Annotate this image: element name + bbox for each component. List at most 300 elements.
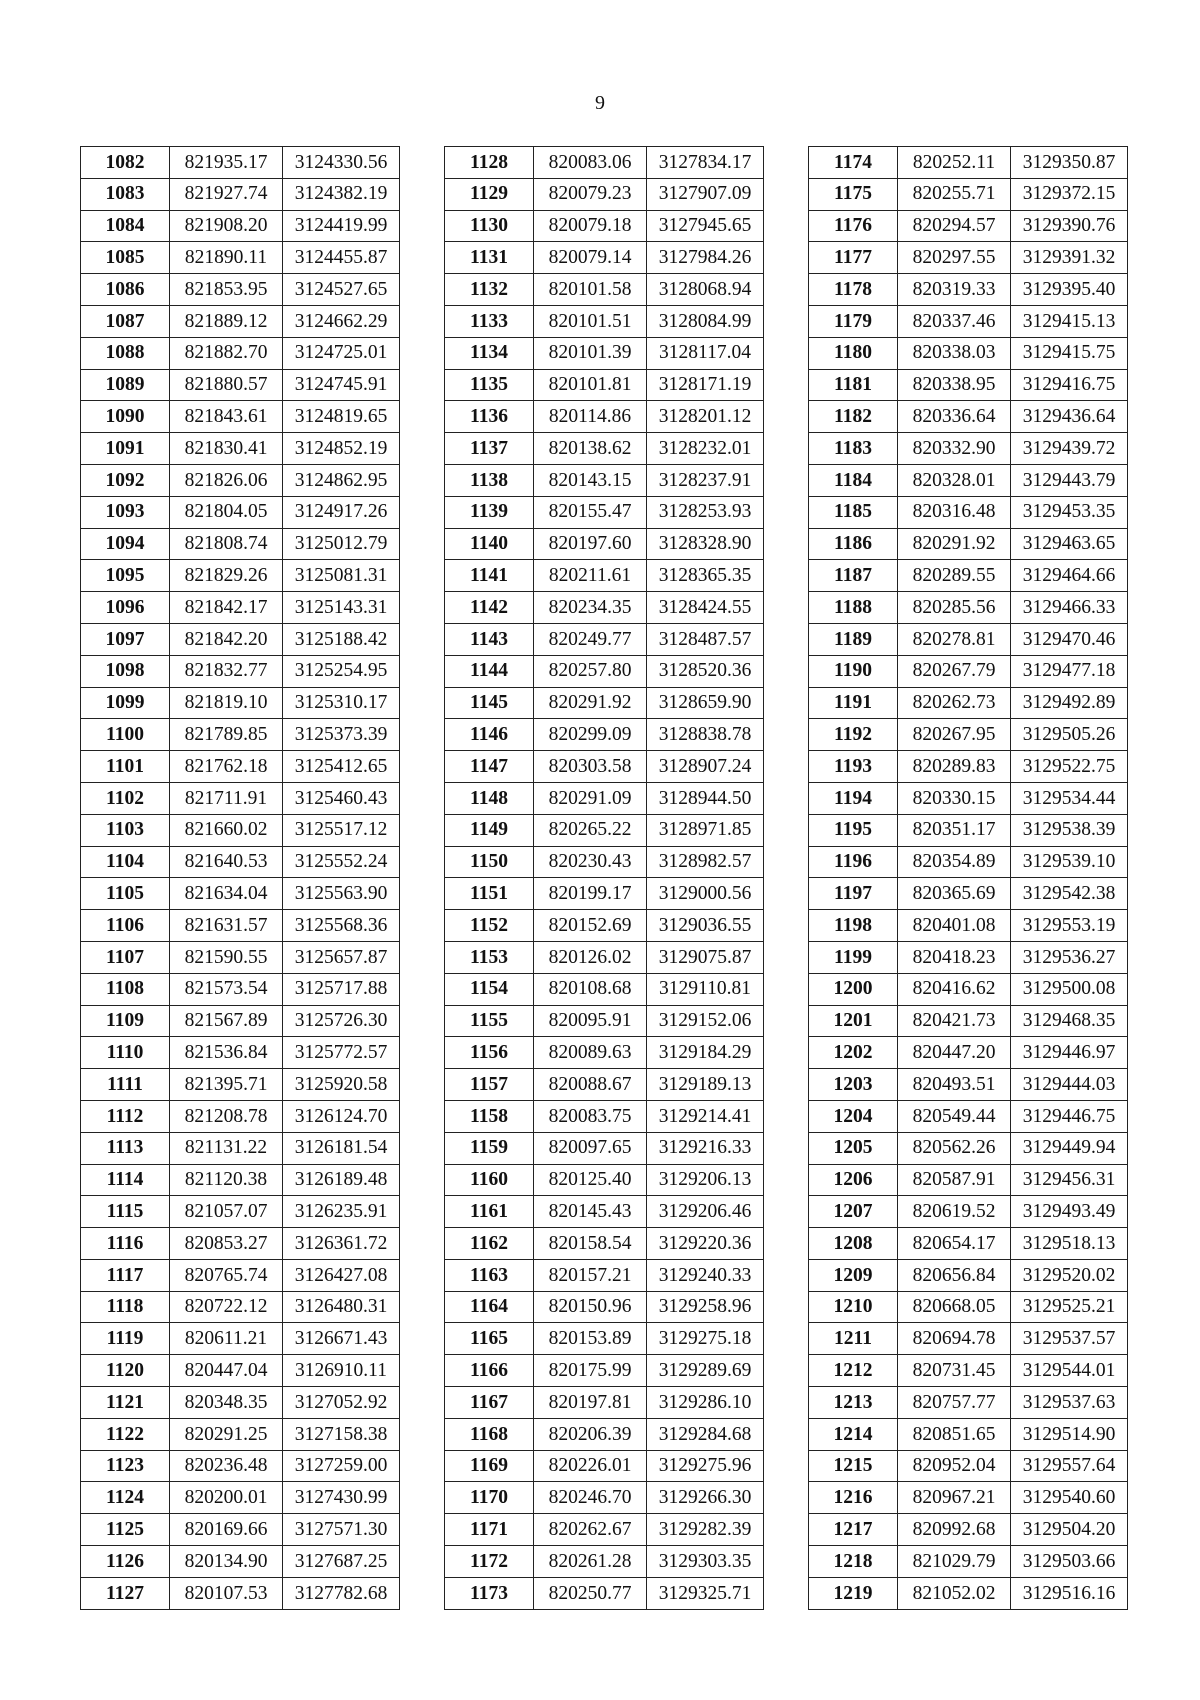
y-coordinate-cell: 3129395.40 — [1011, 274, 1128, 306]
point-number-cell: 1098 — [81, 655, 170, 687]
y-coordinate-cell: 3129449.94 — [1011, 1132, 1128, 1164]
x-coordinate-cell: 820493.51 — [898, 1069, 1011, 1101]
y-coordinate-cell: 3129477.18 — [1011, 655, 1128, 687]
point-number-cell: 1122 — [81, 1418, 170, 1450]
table-row — [809, 1132, 1128, 1164]
y-coordinate-cell: 3125568.36 — [283, 910, 400, 942]
point-number-cell: 1184 — [809, 464, 898, 496]
x-coordinate-cell: 820316.48 — [898, 496, 1011, 528]
y-coordinate-cell: 3129258.96 — [647, 1291, 764, 1323]
table-row — [81, 1482, 400, 1514]
y-coordinate-cell: 3124330.56 — [283, 147, 400, 179]
x-coordinate-cell: 820150.96 — [534, 1291, 647, 1323]
x-coordinate-cell: 820169.66 — [170, 1514, 283, 1546]
table-row — [445, 1100, 764, 1132]
y-coordinate-cell: 3125254.95 — [283, 655, 400, 687]
table-row — [81, 1577, 400, 1609]
point-number-cell: 1153 — [445, 941, 534, 973]
point-number-cell: 1172 — [445, 1546, 534, 1578]
coordinate-table-2 — [444, 146, 764, 1610]
x-coordinate-cell: 821890.11 — [170, 242, 283, 274]
x-coordinate-cell: 820967.21 — [898, 1482, 1011, 1514]
point-number-cell: 1203 — [809, 1069, 898, 1101]
point-number-cell: 1178 — [809, 274, 898, 306]
point-number-cell: 1211 — [809, 1323, 898, 1355]
table-row — [809, 496, 1128, 528]
table-row — [809, 147, 1128, 179]
table-row — [809, 1387, 1128, 1419]
x-coordinate-cell: 820562.26 — [898, 1132, 1011, 1164]
y-coordinate-cell: 3127834.17 — [647, 147, 764, 179]
table-row — [809, 305, 1128, 337]
table-row — [445, 274, 764, 306]
point-number-cell: 1121 — [81, 1387, 170, 1419]
table-row — [809, 655, 1128, 687]
x-coordinate-cell: 820401.08 — [898, 910, 1011, 942]
x-coordinate-cell: 820285.56 — [898, 592, 1011, 624]
table-row — [445, 210, 764, 242]
x-coordinate-cell: 820291.25 — [170, 1418, 283, 1450]
y-coordinate-cell: 3128117.04 — [647, 337, 764, 369]
y-coordinate-cell: 3125188.42 — [283, 623, 400, 655]
y-coordinate-cell: 3125517.12 — [283, 814, 400, 846]
y-coordinate-cell: 3126910.11 — [283, 1355, 400, 1387]
y-coordinate-cell: 3129436.64 — [1011, 401, 1128, 433]
x-coordinate-cell: 820134.90 — [170, 1546, 283, 1578]
y-coordinate-cell: 3129184.29 — [647, 1037, 764, 1069]
table-row — [81, 1164, 400, 1196]
y-coordinate-cell: 3129446.97 — [1011, 1037, 1128, 1069]
y-coordinate-cell: 3129000.56 — [647, 878, 764, 910]
y-coordinate-cell: 3129540.60 — [1011, 1482, 1128, 1514]
table-row — [809, 1546, 1128, 1578]
y-coordinate-cell: 3125726.30 — [283, 1005, 400, 1037]
point-number-cell: 1091 — [81, 433, 170, 465]
table-row — [809, 719, 1128, 751]
table-row — [81, 528, 400, 560]
table-row — [809, 369, 1128, 401]
x-coordinate-cell: 820668.05 — [898, 1291, 1011, 1323]
x-coordinate-cell: 821804.05 — [170, 496, 283, 528]
x-coordinate-cell: 821120.38 — [170, 1164, 283, 1196]
x-coordinate-cell: 821889.12 — [170, 305, 283, 337]
y-coordinate-cell: 3129289.69 — [647, 1355, 764, 1387]
x-coordinate-cell: 820249.77 — [534, 623, 647, 655]
y-coordinate-cell: 3129453.35 — [1011, 496, 1128, 528]
table-row — [809, 1514, 1128, 1546]
x-coordinate-cell: 820157.21 — [534, 1259, 647, 1291]
coordinate-table-1 — [80, 146, 400, 1610]
point-number-cell: 1135 — [445, 369, 534, 401]
x-coordinate-cell: 820267.95 — [898, 719, 1011, 751]
table-row — [81, 846, 400, 878]
x-coordinate-cell: 821829.26 — [170, 560, 283, 592]
y-coordinate-cell: 3129539.10 — [1011, 846, 1128, 878]
y-coordinate-cell: 3129492.89 — [1011, 687, 1128, 719]
y-coordinate-cell: 3126671.43 — [283, 1323, 400, 1355]
point-number-cell: 1204 — [809, 1100, 898, 1132]
y-coordinate-cell: 3124527.65 — [283, 274, 400, 306]
table-row — [809, 1450, 1128, 1482]
y-coordinate-cell: 3128838.78 — [647, 719, 764, 751]
point-number-cell: 1116 — [81, 1228, 170, 1260]
y-coordinate-cell: 3124862.95 — [283, 464, 400, 496]
point-number-cell: 1179 — [809, 305, 898, 337]
point-number-cell: 1108 — [81, 973, 170, 1005]
y-coordinate-cell: 3129350.87 — [1011, 147, 1128, 179]
x-coordinate-cell: 821567.89 — [170, 1005, 283, 1037]
point-number-cell: 1154 — [445, 973, 534, 1005]
x-coordinate-cell: 820262.73 — [898, 687, 1011, 719]
y-coordinate-cell: 3129542.38 — [1011, 878, 1128, 910]
x-coordinate-cell: 820319.33 — [898, 274, 1011, 306]
y-coordinate-cell: 3129439.72 — [1011, 433, 1128, 465]
point-number-cell: 1151 — [445, 878, 534, 910]
x-coordinate-cell: 820265.22 — [534, 814, 647, 846]
y-coordinate-cell: 3124725.01 — [283, 337, 400, 369]
table-row — [445, 464, 764, 496]
y-coordinate-cell: 3127984.26 — [647, 242, 764, 274]
point-number-cell: 1210 — [809, 1291, 898, 1323]
x-coordinate-cell: 820757.77 — [898, 1387, 1011, 1419]
x-coordinate-cell: 820234.35 — [534, 592, 647, 624]
y-coordinate-cell: 3129456.31 — [1011, 1164, 1128, 1196]
x-coordinate-cell: 820079.23 — [534, 178, 647, 210]
table-row — [81, 178, 400, 210]
y-coordinate-cell: 3126124.70 — [283, 1100, 400, 1132]
x-coordinate-cell: 820089.63 — [534, 1037, 647, 1069]
y-coordinate-cell: 3129505.26 — [1011, 719, 1128, 751]
point-number-cell: 1164 — [445, 1291, 534, 1323]
table-row — [809, 337, 1128, 369]
point-number-cell: 1109 — [81, 1005, 170, 1037]
point-number-cell: 1149 — [445, 814, 534, 846]
table-row — [81, 1259, 400, 1291]
y-coordinate-cell: 3127782.68 — [283, 1577, 400, 1609]
x-coordinate-cell: 820619.52 — [898, 1196, 1011, 1228]
x-coordinate-cell: 820992.68 — [898, 1514, 1011, 1546]
table-row — [445, 1164, 764, 1196]
table-row — [809, 1228, 1128, 1260]
point-number-cell: 1111 — [81, 1069, 170, 1101]
table-row — [809, 560, 1128, 592]
point-number-cell: 1188 — [809, 592, 898, 624]
y-coordinate-cell: 3129303.35 — [647, 1546, 764, 1578]
table-row — [445, 1259, 764, 1291]
y-coordinate-cell: 3129537.63 — [1011, 1387, 1128, 1419]
table-row — [81, 910, 400, 942]
point-number-cell: 1173 — [445, 1577, 534, 1609]
table-row — [445, 1514, 764, 1546]
x-coordinate-cell: 820654.17 — [898, 1228, 1011, 1260]
y-coordinate-cell: 3129443.79 — [1011, 464, 1128, 496]
table-row — [445, 1132, 764, 1164]
x-coordinate-cell: 821832.77 — [170, 655, 283, 687]
point-number-cell: 1145 — [445, 687, 534, 719]
point-number-cell: 1171 — [445, 1514, 534, 1546]
y-coordinate-cell: 3124852.19 — [283, 433, 400, 465]
x-coordinate-cell: 820211.61 — [534, 560, 647, 592]
y-coordinate-cell: 3128253.93 — [647, 496, 764, 528]
x-coordinate-cell: 820291.09 — [534, 782, 647, 814]
table-row — [809, 242, 1128, 274]
x-coordinate-cell: 820230.43 — [534, 846, 647, 878]
y-coordinate-cell: 3128201.12 — [647, 401, 764, 433]
point-number-cell: 1139 — [445, 496, 534, 528]
point-number-cell: 1166 — [445, 1355, 534, 1387]
x-coordinate-cell: 820158.54 — [534, 1228, 647, 1260]
y-coordinate-cell: 3127907.09 — [647, 178, 764, 210]
point-number-cell: 1101 — [81, 751, 170, 783]
y-coordinate-cell: 3125373.39 — [283, 719, 400, 751]
point-number-cell: 1167 — [445, 1387, 534, 1419]
coordinate-table-3 — [808, 146, 1128, 1610]
y-coordinate-cell: 3128520.36 — [647, 655, 764, 687]
x-coordinate-cell: 820447.20 — [898, 1037, 1011, 1069]
y-coordinate-cell: 3129216.33 — [647, 1132, 764, 1164]
table-row — [81, 623, 400, 655]
y-coordinate-cell: 3129553.19 — [1011, 910, 1128, 942]
table-row — [809, 973, 1128, 1005]
y-coordinate-cell: 3129372.15 — [1011, 178, 1128, 210]
y-coordinate-cell: 3128659.90 — [647, 687, 764, 719]
x-coordinate-cell: 820418.23 — [898, 941, 1011, 973]
point-number-cell: 1186 — [809, 528, 898, 560]
x-coordinate-cell: 820853.27 — [170, 1228, 283, 1260]
point-number-cell: 1169 — [445, 1450, 534, 1482]
y-coordinate-cell: 3129518.13 — [1011, 1228, 1128, 1260]
x-coordinate-cell: 821131.22 — [170, 1132, 283, 1164]
y-coordinate-cell: 3126235.91 — [283, 1196, 400, 1228]
table-row — [81, 464, 400, 496]
table-row — [81, 1228, 400, 1260]
point-number-cell: 1142 — [445, 592, 534, 624]
table-row — [445, 337, 764, 369]
table-row — [81, 719, 400, 751]
x-coordinate-cell: 821830.41 — [170, 433, 283, 465]
table-row — [81, 147, 400, 179]
y-coordinate-cell: 3129415.13 — [1011, 305, 1128, 337]
y-coordinate-cell: 3129520.02 — [1011, 1259, 1128, 1291]
table-row — [809, 1418, 1128, 1450]
table-row — [809, 1355, 1128, 1387]
x-coordinate-cell: 820153.89 — [534, 1323, 647, 1355]
point-number-cell: 1217 — [809, 1514, 898, 1546]
point-number-cell: 1202 — [809, 1037, 898, 1069]
table-row — [445, 941, 764, 973]
x-coordinate-cell: 820851.65 — [898, 1418, 1011, 1450]
point-number-cell: 1187 — [809, 560, 898, 592]
table-row — [809, 274, 1128, 306]
x-coordinate-cell: 820200.01 — [170, 1482, 283, 1514]
point-number-cell: 1182 — [809, 401, 898, 433]
y-coordinate-cell: 3124819.65 — [283, 401, 400, 433]
x-coordinate-cell: 821711.91 — [170, 782, 283, 814]
table-row — [809, 1037, 1128, 1069]
y-coordinate-cell: 3129534.44 — [1011, 782, 1128, 814]
x-coordinate-cell: 820095.91 — [534, 1005, 647, 1037]
x-coordinate-cell: 820337.46 — [898, 305, 1011, 337]
y-coordinate-cell: 3129075.87 — [647, 941, 764, 973]
point-number-cell: 1183 — [809, 433, 898, 465]
table-row — [81, 369, 400, 401]
table-row — [809, 846, 1128, 878]
y-coordinate-cell: 3129503.66 — [1011, 1546, 1128, 1578]
point-number-cell: 1160 — [445, 1164, 534, 1196]
point-number-cell: 1214 — [809, 1418, 898, 1450]
point-number-cell: 1175 — [809, 178, 898, 210]
point-number-cell: 1216 — [809, 1482, 898, 1514]
y-coordinate-cell: 3129470.46 — [1011, 623, 1128, 655]
x-coordinate-cell: 820549.44 — [898, 1100, 1011, 1132]
x-coordinate-cell: 821853.95 — [170, 274, 283, 306]
table-row — [81, 496, 400, 528]
y-coordinate-cell: 3129036.55 — [647, 910, 764, 942]
y-coordinate-cell: 3127158.38 — [283, 1418, 400, 1450]
x-coordinate-cell: 821808.74 — [170, 528, 283, 560]
y-coordinate-cell: 3128237.91 — [647, 464, 764, 496]
table-row — [81, 1037, 400, 1069]
point-number-cell: 1158 — [445, 1100, 534, 1132]
point-number-cell: 1132 — [445, 274, 534, 306]
y-coordinate-cell: 3129537.57 — [1011, 1323, 1128, 1355]
table-row — [809, 941, 1128, 973]
y-coordinate-cell: 3128068.94 — [647, 274, 764, 306]
table-row — [809, 1482, 1128, 1514]
point-number-cell: 1093 — [81, 496, 170, 528]
x-coordinate-cell: 820079.14 — [534, 242, 647, 274]
y-coordinate-cell: 3125310.17 — [283, 687, 400, 719]
y-coordinate-cell: 3129504.20 — [1011, 1514, 1128, 1546]
table-row — [445, 1323, 764, 1355]
table-row — [81, 210, 400, 242]
table-row — [81, 1514, 400, 1546]
table-row — [809, 751, 1128, 783]
point-number-cell: 1112 — [81, 1100, 170, 1132]
point-number-cell: 1209 — [809, 1259, 898, 1291]
point-number-cell: 1181 — [809, 369, 898, 401]
x-coordinate-cell: 820289.55 — [898, 560, 1011, 592]
x-coordinate-cell: 820114.86 — [534, 401, 647, 433]
x-coordinate-cell: 820083.06 — [534, 147, 647, 179]
y-coordinate-cell: 3126189.48 — [283, 1164, 400, 1196]
x-coordinate-cell: 821536.84 — [170, 1037, 283, 1069]
x-coordinate-cell: 821908.20 — [170, 210, 283, 242]
point-number-cell: 1100 — [81, 719, 170, 751]
table-row — [809, 1005, 1128, 1037]
y-coordinate-cell: 3128424.55 — [647, 592, 764, 624]
x-coordinate-cell: 821634.04 — [170, 878, 283, 910]
point-number-cell: 1146 — [445, 719, 534, 751]
table-row — [445, 178, 764, 210]
point-number-cell: 1127 — [81, 1577, 170, 1609]
table-row — [81, 560, 400, 592]
point-number-cell: 1198 — [809, 910, 898, 942]
point-number-cell: 1085 — [81, 242, 170, 274]
x-coordinate-cell: 820278.81 — [898, 623, 1011, 655]
table-row — [809, 433, 1128, 465]
table-row — [81, 814, 400, 846]
y-coordinate-cell: 3129275.18 — [647, 1323, 764, 1355]
table-row — [81, 1005, 400, 1037]
point-number-cell: 1208 — [809, 1228, 898, 1260]
table-row — [445, 1196, 764, 1228]
point-number-cell: 1118 — [81, 1291, 170, 1323]
point-number-cell: 1168 — [445, 1418, 534, 1450]
table-row — [81, 337, 400, 369]
point-number-cell: 1212 — [809, 1355, 898, 1387]
x-coordinate-cell: 820952.04 — [898, 1450, 1011, 1482]
x-coordinate-cell: 821762.18 — [170, 751, 283, 783]
y-coordinate-cell: 3128084.99 — [647, 305, 764, 337]
y-coordinate-cell: 3128328.90 — [647, 528, 764, 560]
y-coordinate-cell: 3129416.75 — [1011, 369, 1128, 401]
table-row — [809, 782, 1128, 814]
point-number-cell: 1123 — [81, 1450, 170, 1482]
point-number-cell: 1114 — [81, 1164, 170, 1196]
table-row — [81, 1196, 400, 1228]
y-coordinate-cell: 3127571.30 — [283, 1514, 400, 1546]
point-number-cell: 1088 — [81, 337, 170, 369]
point-number-cell: 1129 — [445, 178, 534, 210]
point-number-cell: 1190 — [809, 655, 898, 687]
point-number-cell: 1157 — [445, 1069, 534, 1101]
x-coordinate-cell: 820143.15 — [534, 464, 647, 496]
point-number-cell: 1104 — [81, 846, 170, 878]
x-coordinate-cell: 820348.35 — [170, 1387, 283, 1419]
table-row — [81, 782, 400, 814]
table-row — [809, 1100, 1128, 1132]
y-coordinate-cell: 3127687.25 — [283, 1546, 400, 1578]
table-row — [81, 305, 400, 337]
table-row — [445, 1546, 764, 1578]
point-number-cell: 1199 — [809, 941, 898, 973]
point-number-cell: 1130 — [445, 210, 534, 242]
table-row — [81, 1355, 400, 1387]
table-row — [445, 719, 764, 751]
y-coordinate-cell: 3129466.33 — [1011, 592, 1128, 624]
y-coordinate-cell: 3127052.92 — [283, 1387, 400, 1419]
y-coordinate-cell: 3128982.57 — [647, 846, 764, 878]
x-coordinate-cell: 821052.02 — [898, 1577, 1011, 1609]
x-coordinate-cell: 821631.57 — [170, 910, 283, 942]
table-row — [445, 687, 764, 719]
table-row — [81, 878, 400, 910]
table-row — [81, 592, 400, 624]
table-row — [809, 814, 1128, 846]
table-row — [81, 1291, 400, 1323]
x-coordinate-cell: 820206.39 — [534, 1418, 647, 1450]
y-coordinate-cell: 3129152.06 — [647, 1005, 764, 1037]
point-number-cell: 1105 — [81, 878, 170, 910]
table-row — [445, 846, 764, 878]
x-coordinate-cell: 820101.81 — [534, 369, 647, 401]
y-coordinate-cell: 3129415.75 — [1011, 337, 1128, 369]
x-coordinate-cell: 820294.57 — [898, 210, 1011, 242]
table-row — [809, 210, 1128, 242]
x-coordinate-cell: 820155.47 — [534, 496, 647, 528]
point-number-cell: 1192 — [809, 719, 898, 751]
table-row — [445, 592, 764, 624]
x-coordinate-cell: 821208.78 — [170, 1100, 283, 1132]
point-number-cell: 1156 — [445, 1037, 534, 1069]
y-coordinate-cell: 3126480.31 — [283, 1291, 400, 1323]
table-row — [809, 1069, 1128, 1101]
table-row — [445, 528, 764, 560]
y-coordinate-cell: 3125920.58 — [283, 1069, 400, 1101]
x-coordinate-cell: 821057.07 — [170, 1196, 283, 1228]
y-coordinate-cell: 3124455.87 — [283, 242, 400, 274]
